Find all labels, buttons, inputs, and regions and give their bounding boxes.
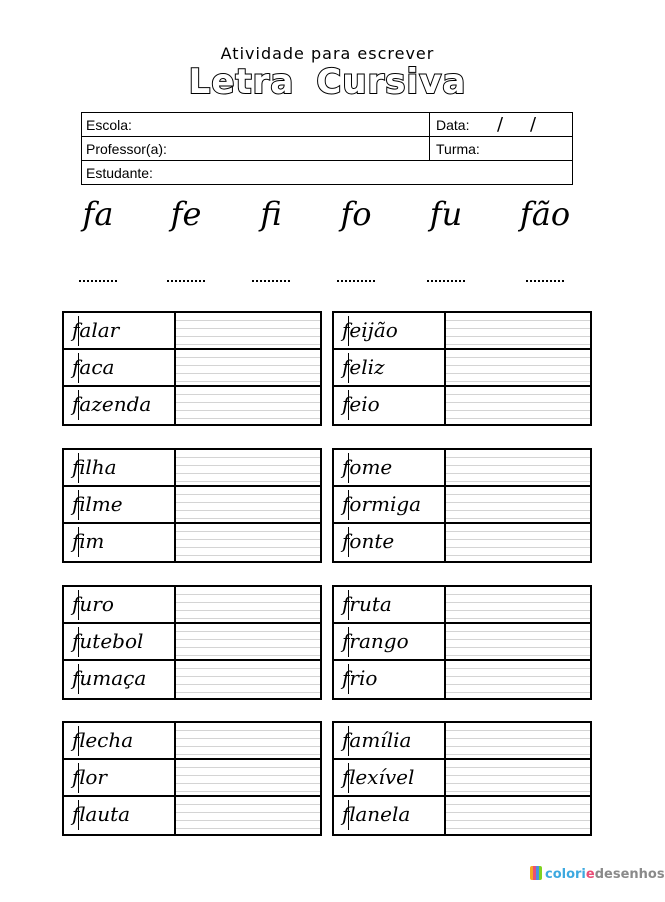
word-practice-panel (62, 585, 322, 700)
word-row (334, 350, 590, 387)
brand-part-3: desenhos (594, 867, 665, 882)
model-word: formiga (342, 492, 422, 516)
crayons-icon (530, 866, 542, 880)
model-word: falar (72, 318, 120, 342)
syllable-trace-line[interactable] (526, 280, 564, 282)
model-word: frio (342, 666, 378, 690)
writing-lines[interactable] (446, 524, 590, 561)
model-word: flanela (342, 802, 411, 826)
writing-lines[interactable] (446, 723, 590, 758)
model-word: fonte (342, 529, 395, 553)
model-word: fazenda (72, 392, 152, 416)
syllable-trace-line[interactable] (427, 280, 465, 282)
word-row (334, 723, 590, 760)
writing-lines[interactable] (176, 350, 320, 385)
info-row-school (82, 113, 572, 137)
word-row (64, 387, 320, 424)
model-word: feijão (342, 318, 398, 342)
panel-divider (174, 587, 176, 698)
word-row (64, 313, 320, 350)
title-word-cursiva: Cursiva (316, 62, 467, 102)
word-practice-panel (332, 311, 592, 426)
writing-lines[interactable] (176, 624, 320, 659)
word-practice-panel (332, 585, 592, 700)
model-word: feliz (342, 355, 385, 379)
word-practice-panel (62, 448, 322, 563)
writing-lines[interactable] (446, 313, 590, 348)
word-row (334, 487, 590, 524)
teacher-label: Professor(a): (86, 141, 167, 157)
writing-lines[interactable] (176, 661, 320, 698)
model-word: flauta (72, 802, 131, 826)
model-word: fumaça (72, 666, 147, 690)
word-row (64, 760, 320, 797)
word-row (64, 587, 320, 624)
word-row (64, 487, 320, 524)
word-practice-panel (332, 721, 592, 836)
word-practice-panel (62, 311, 322, 426)
model-word: fruta (342, 592, 392, 616)
panel-divider (174, 450, 176, 561)
writing-lines[interactable] (176, 760, 320, 795)
info-divider (429, 113, 430, 161)
word-row (334, 661, 590, 698)
word-row (64, 350, 320, 387)
word-row (334, 313, 590, 350)
brand-part-2: e (585, 867, 595, 882)
student-info-table (81, 112, 573, 185)
syllable-model: fão (519, 195, 571, 233)
panel-divider (444, 587, 446, 698)
word-row (64, 624, 320, 661)
panel-divider (444, 313, 446, 424)
model-word: faca (72, 355, 115, 379)
word-row (334, 524, 590, 561)
syllable-trace-line[interactable] (167, 280, 205, 282)
panel-divider (174, 313, 176, 424)
writing-lines[interactable] (446, 450, 590, 485)
model-word: fim (72, 529, 105, 553)
info-row-teacher (82, 137, 572, 161)
writing-lines[interactable] (446, 350, 590, 385)
word-row (64, 524, 320, 561)
model-word: futebol (72, 629, 144, 653)
writing-lines[interactable] (446, 487, 590, 522)
panel-divider (174, 723, 176, 834)
word-row (64, 797, 320, 834)
date-label: Data: (436, 117, 470, 133)
word-row (334, 797, 590, 834)
syllable-trace-line[interactable] (252, 280, 290, 282)
model-word: flor (72, 765, 107, 789)
writing-lines[interactable] (176, 450, 320, 485)
writing-lines[interactable] (446, 760, 590, 795)
syllable-model: fe (170, 195, 202, 233)
brand-logo (530, 866, 665, 882)
word-practice-panel (62, 721, 322, 836)
info-row-student (82, 161, 572, 184)
writing-lines[interactable] (176, 487, 320, 522)
word-row (334, 387, 590, 424)
model-word: flexível (342, 765, 415, 789)
word-row (334, 624, 590, 661)
activity-subtitle: Atividade para escrever (220, 44, 435, 63)
word-row (334, 450, 590, 487)
writing-lines[interactable] (176, 387, 320, 424)
writing-lines[interactable] (446, 624, 590, 659)
syllable-trace-line[interactable] (337, 280, 375, 282)
writing-lines[interactable] (446, 387, 590, 424)
syllable-model: fu (429, 195, 463, 233)
writing-lines[interactable] (446, 587, 590, 622)
syllable-model: fa (82, 195, 114, 233)
writing-lines[interactable] (446, 797, 590, 834)
panel-divider (444, 723, 446, 834)
student-label: Estudante: (86, 165, 153, 181)
model-word: fome (342, 455, 393, 479)
word-practice-panel (332, 448, 592, 563)
school-label: Escola: (86, 117, 132, 133)
model-word: filha (72, 455, 117, 479)
word-row (64, 450, 320, 487)
page-title (0, 62, 655, 102)
word-row (64, 661, 320, 698)
model-word: família (342, 728, 412, 752)
syllable-trace-line[interactable] (79, 280, 117, 282)
writing-lines[interactable] (176, 797, 320, 834)
date-slash-2: / (530, 114, 537, 135)
model-word: flecha (72, 728, 134, 752)
syllable-model: fi (260, 195, 282, 233)
writing-lines[interactable] (176, 524, 320, 561)
class-label: Turma: (436, 141, 480, 157)
model-word: feio (342, 392, 380, 416)
brand-part-1: colori (545, 867, 586, 882)
title-word-letra: Letra (188, 62, 295, 102)
word-row (334, 587, 590, 624)
writing-lines[interactable] (446, 661, 590, 698)
date-slash-1: / (497, 114, 504, 135)
model-word: filme (72, 492, 123, 516)
writing-lines[interactable] (176, 723, 320, 758)
panel-divider (444, 450, 446, 561)
syllable-model: fo (340, 195, 372, 233)
word-row (334, 760, 590, 797)
word-row (64, 723, 320, 760)
model-word: frango (342, 629, 409, 653)
writing-lines[interactable] (176, 313, 320, 348)
writing-lines[interactable] (176, 587, 320, 622)
model-word: furo (72, 592, 114, 616)
